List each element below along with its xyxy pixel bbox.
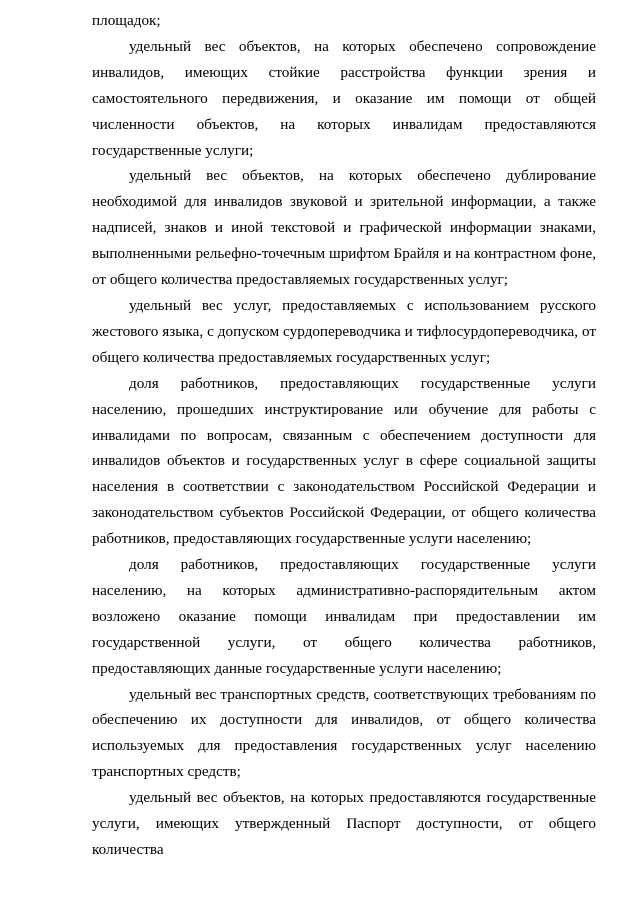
paragraph-information-duplication: удельный вес объектов, на которых обеспечено дублирование необходимой для инвалидов звуковой и зрительной информации, а также надписей, знаков и иной текстовой и графической информации знаками, выполненными рельефно-точечным шрифтом Брайля и на контрастном фоне, от общего количества предоставляемых государственных услуг;	[92, 167, 596, 289]
document-body	[92, 8, 596, 863]
paragraph-accessible-vehicles: удельный вес транспортных средств, соответствующих требованиям по обеспечению их доступности для инвалидов, от общего количества используемых для предоставления государственных услуг населению транспортных средств;	[92, 685, 596, 781]
paragraph-continuation: площадок;	[92, 12, 161, 29]
paragraph-sign-language-services: удельный вес услуг, предоставляемых с использованием русского жестового языка, с допуском сурдопереводчика и тифлосурдопереводчика, от общего количества предоставляемых государственных услуг;	[92, 296, 596, 366]
paragraph-assigned-employees: доля работников, предоставляющих государственные услуги населению, на которых административно-распорядительным актом возложено оказание помощи инвалидам при предоставлении им государственной услуги, от общего количества работников, предоставляющих данные государственные услуги населению;	[92, 556, 596, 677]
paragraph-accessibility-passport: удельный вес объектов, на которых предоставляются государственные услуги, имеющих утвержденный Паспорт доступности, от общего количества	[92, 789, 596, 858]
paragraph-escort-objects: удельный вес объектов, на которых обеспечено сопровождение инвалидов, имеющих стойкие расстройства функции зрения и самостоятельного передвижения, и оказание им помощи от общей численности объектов, на которых инвалидам предоставляются государственные услуги;	[92, 37, 596, 159]
paragraph-trained-employees: доля работников, предоставляющих государственные услуги населению, прошедших инструктирование или обучение для работы с инвалидами по вопросам, связанным с обеспечением доступности для инвалидов объектов и государственных услуг в сфере социальной защиты населения в соответствии с законодательством Российской Федерации и законодательством субъектов Российской Федерации, от общего количества работников, предоставляющих государственные услуги населению;	[92, 374, 596, 548]
